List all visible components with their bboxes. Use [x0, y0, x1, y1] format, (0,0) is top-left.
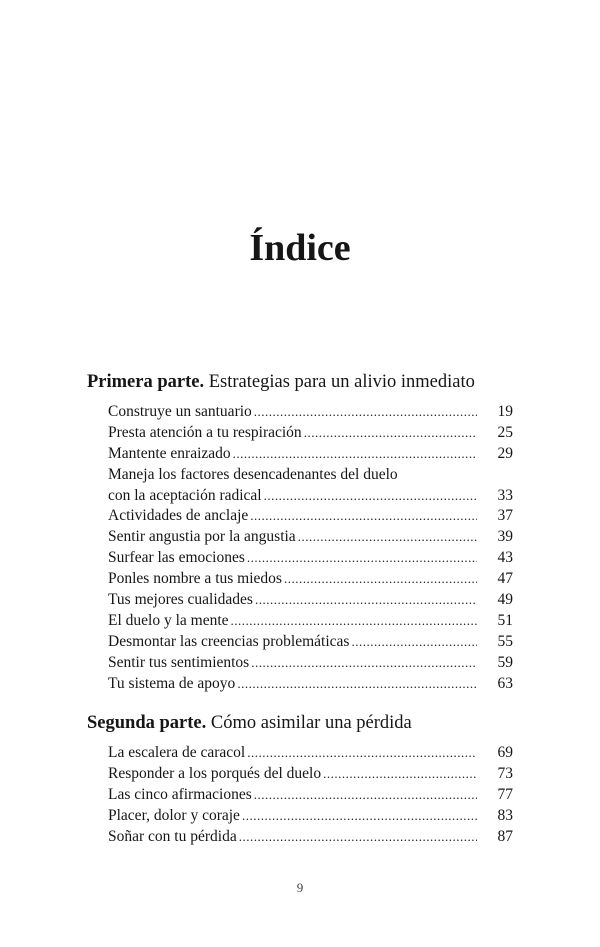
toc-entry-line [108, 465, 513, 486]
toc-list-part-2 [108, 743, 513, 847]
dot-leader [284, 569, 477, 590]
toc-entry[interactable] [108, 806, 513, 827]
dot-leader [239, 827, 477, 848]
part-heading-2 [87, 713, 527, 734]
toc-entry[interactable] [108, 465, 513, 507]
dot-leader [231, 611, 477, 632]
dot-leader [242, 806, 477, 827]
toc-entry[interactable] [108, 444, 513, 465]
toc-entry-page: 63 [497, 674, 513, 692]
toc-entry-page: 37 [497, 507, 513, 525]
toc-entry-page: 29 [497, 444, 513, 462]
dot-leader [254, 785, 477, 806]
toc-entry-title: La escalera de caracol [108, 744, 246, 761]
toc-list-part-1 [108, 402, 513, 694]
dot-leader [254, 402, 477, 423]
dot-leader [255, 590, 477, 611]
toc-entry[interactable] [108, 423, 513, 444]
toc-entry-title: Actividades de anclaje [108, 507, 249, 525]
toc-entry-page: 59 [497, 653, 513, 671]
toc-entry-page: 25 [497, 423, 513, 441]
toc-entry[interactable] [108, 569, 513, 590]
toc-entry-title: El duelo y la mente [108, 611, 229, 629]
dot-leader [233, 444, 477, 465]
toc-entry-title: Construye un santuario [108, 403, 252, 420]
toc-entry-title: Desmontar las creencias problemáticas [108, 632, 350, 650]
toc-entry-page: 73 [497, 764, 513, 782]
toc-entry[interactable] [108, 506, 513, 527]
toc-entry-page: 47 [497, 570, 513, 588]
toc-entry-title: Presta atención a tu respiración [108, 423, 302, 441]
part-subtitle: Estrategias para un alivio inmediato [208, 372, 475, 392]
toc-entry[interactable] [108, 674, 513, 695]
dot-leader [323, 764, 477, 785]
toc-entry-page: 69 [497, 744, 513, 761]
toc-entry-title: Sentir angustia por la angustia [108, 528, 296, 546]
dot-leader [264, 486, 477, 507]
toc-entry[interactable] [108, 743, 513, 764]
toc-entry[interactable] [108, 827, 513, 848]
toc-entry-page: 19 [497, 403, 513, 420]
toc-entry-page: 49 [497, 591, 513, 609]
toc-entry-page: 55 [497, 632, 513, 650]
toc-entry-title: Sentir tus sentimientos [108, 653, 250, 671]
toc-entry-title: Placer, dolor y coraje [108, 806, 240, 824]
part-label: Segunda parte. [87, 713, 207, 733]
toc-entry[interactable] [108, 590, 513, 611]
toc-entry-title: Maneja los factores desencadenantes del duelo [108, 465, 398, 483]
toc-entry-page: 77 [497, 785, 513, 803]
toc-entry-page: 83 [497, 806, 513, 824]
toc-entry-title: Las cinco afirmaciones [108, 785, 252, 803]
toc-entry-title: Mantente enraizado [108, 444, 231, 462]
dot-leader [298, 527, 477, 548]
toc-entry[interactable] [108, 653, 513, 674]
dot-leader [351, 632, 477, 653]
page-number: 9 [296, 880, 304, 895]
toc-entry-page: 43 [497, 549, 513, 567]
toc-entry-title: Tus mejores cualidades [108, 591, 253, 609]
dot-leader [247, 548, 477, 569]
toc-entry-title: Responder a los porqués del duelo [108, 764, 322, 782]
dot-leader [250, 506, 477, 527]
part-heading-1 [87, 372, 527, 393]
dot-leader [237, 674, 477, 695]
toc-entry[interactable] [108, 402, 513, 423]
dot-leader [247, 743, 477, 764]
toc-entry-page: 51 [497, 611, 513, 629]
dot-leader [251, 653, 477, 674]
toc-entry[interactable] [108, 611, 513, 632]
toc-entry-line [108, 486, 513, 507]
toc-entry[interactable] [108, 764, 513, 785]
part-label: Primera parte. [87, 372, 205, 392]
page-title: Índice [249, 227, 351, 269]
toc-entry-page: 87 [497, 827, 513, 845]
dot-leader [304, 423, 477, 444]
toc-entry-title: con la aceptación radical [108, 486, 262, 504]
toc-entry[interactable] [108, 548, 513, 569]
toc-entry-title: Tu sistema de apoyo [108, 674, 236, 692]
toc-entry[interactable] [108, 527, 513, 548]
toc-entry-page: 39 [497, 528, 513, 546]
toc-entry[interactable] [108, 632, 513, 653]
toc-entry-title: Ponles nombre a tus miedos [108, 570, 282, 588]
part-subtitle: Cómo asimilar una pérdida [210, 713, 412, 733]
toc-entry-page: 33 [497, 486, 513, 504]
toc-entry-title: Surfear las emociones [108, 549, 245, 567]
toc-entry[interactable] [108, 785, 513, 806]
toc-entry-title: Soñar con tu pérdida [108, 827, 237, 845]
